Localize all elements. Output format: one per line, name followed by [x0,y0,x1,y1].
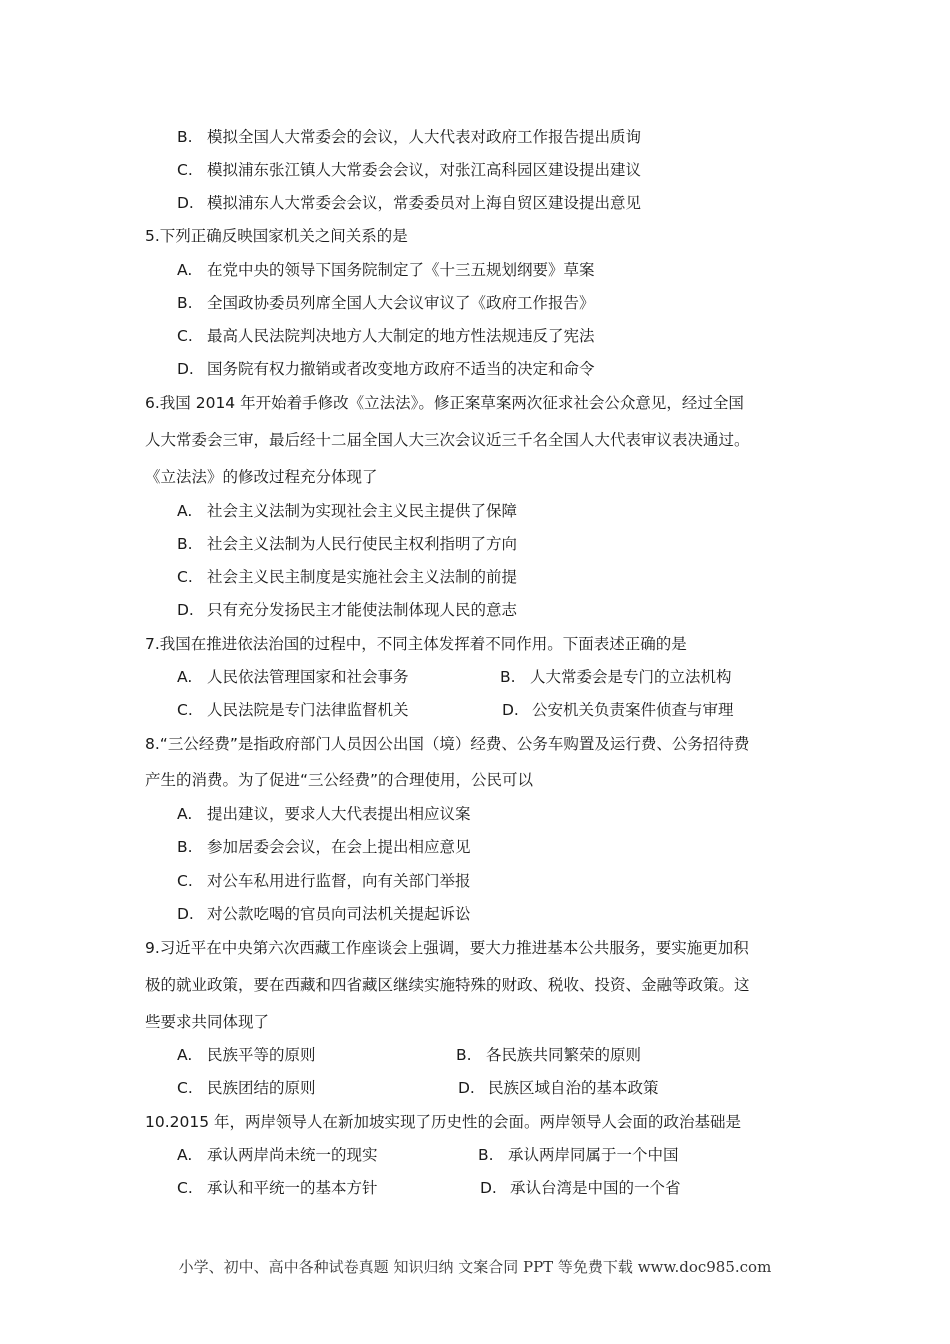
q5-option-a [177,260,595,280]
option-letter: C. [177,327,193,345]
q8-option-d [177,904,471,924]
option-letter: D. [177,905,194,923]
q7-stem: 7.我国在推进依法治国的过程中，不同主体发挥着不同作用。下面表述正确的是 [145,635,687,653]
option-letter: B. [478,1146,494,1164]
q6-option-d [177,600,517,620]
option-letter: B. [177,838,193,856]
q6-stem-line-2: 人大常委会三审，最后经十二届全国人大三次会议近三千名全国人大代表审议表决通过。 [145,431,750,449]
q10-option-b [478,1145,679,1165]
q6-option-a [177,501,517,521]
option-letter: A. [177,502,193,520]
option-text: 提出建议，要求人大代表提出相应议案 [207,805,471,823]
q9-option-a [177,1045,316,1065]
option-letter: B. [500,668,516,686]
q8-stem-line-1: 8.“三公经费”是指政府部门人员因公出国（境）经费、公务车购置及运行费、公务招待费 [145,735,750,753]
option-letter: D. [480,1179,497,1197]
q10-option-c [177,1178,378,1198]
option-letter: A. [177,805,193,823]
option-text: 社会主义法制为人民行使民主权利指明了方向 [207,535,518,553]
option-letter: B. [177,535,193,553]
q5-option-b [177,293,595,313]
option-letter: A. [177,1146,193,1164]
q10-option-a [177,1145,378,1165]
q9-option-c [177,1078,316,1098]
q8-option-a [177,804,471,824]
q9-stem-line-2: 极的就业政策，要在西藏和四省藏区继续实施特殊的财政、税收、投资、金融等政策。这 [145,976,750,994]
option-letter: D. [502,701,519,719]
q7-option-c [177,700,409,720]
option-text: 承认台湾是中国的一个省 [510,1179,681,1197]
q9-option-b [456,1045,641,1065]
option-letter: A. [177,261,193,279]
option-text: 对公款吃喝的官员向司法机关提起诉讼 [207,905,471,923]
option-text: 参加居委会会议，在会上提出相应意见 [207,838,471,856]
option-text: 模拟浦东张江镇人大常委会会议，对张江高科园区建设提出建议 [207,161,642,179]
option-letter: C. [177,161,193,179]
q5-stem: 5.下列正确反映国家机关之间关系的是 [145,227,408,245]
q4-option-d [177,193,641,213]
option-text: 民族区域自治的基本政策 [488,1079,659,1097]
option-text: 全国政协委员列席全国人大会议审议了《政府工作报告》 [207,294,595,312]
q8-stem-line-2: 产生的消费。为了促进“三公经费”的合理使用，公民可以 [145,771,534,789]
option-text: 民族团结的原则 [207,1079,316,1097]
option-text: 社会主义法制为实现社会主义民主提供了保障 [207,502,518,520]
option-text: 承认两岸尚未统一的现实 [207,1146,378,1164]
q7-option-d [502,700,734,720]
q10-stem: 10.2015 年，两岸领导人在新加坡实现了历史性的会面。两岸领导人会面的政治基础是 [145,1113,742,1131]
option-letter: B. [456,1046,472,1064]
q8-option-b [177,837,471,857]
option-text: 人民法院是专门法律监督机关 [207,701,409,719]
q9-option-d [458,1078,659,1098]
option-text: 在党中央的领导下国务院制定了《十三五规划纲要》草案 [207,261,595,279]
option-text: 模拟全国人大常委会的会议，人大代表对政府工作报告提出质询 [207,128,642,146]
q6-option-b [177,534,517,554]
option-letter: B. [177,294,193,312]
option-letter: C. [177,872,193,890]
option-letter: D. [177,601,194,619]
option-text: 人民依法管理国家和社会事务 [207,668,409,686]
q8-option-c [177,871,471,891]
option-letter: C. [177,568,193,586]
option-text: 最高人民法院判决地方人大制定的地方性法规违反了宪法 [207,327,595,345]
q7-option-b [500,667,732,687]
option-letter: A. [177,668,193,686]
option-text: 人大常委会是专门的立法机构 [530,668,732,686]
q6-stem-line-1: 6.我国 2014 年开始着手修改《立法法》。修正案草案两次征求社会公众意见，经过全国 [145,394,744,412]
q6-stem-line-3: 《立法法》的修改过程充分体现了 [145,468,378,486]
option-letter: D. [458,1079,475,1097]
option-letter: C. [177,1179,193,1197]
option-text: 只有充分发扬民主才能使法制体现人民的意志 [207,601,518,619]
option-text: 对公车私用进行监督，向有关部门举报 [207,872,471,890]
q10-option-d [480,1178,681,1198]
q4-option-b [177,127,641,147]
q5-option-c [177,326,595,346]
q9-stem-line-1: 9.习近平在中央第六次西藏工作座谈会上强调，要大力推进基本公共服务，要实施更加积 [145,939,749,957]
option-text: 国务院有权力撤销或者改变地方政府不适当的决定和命令 [207,360,595,378]
option-text: 社会主义民主制度是实施社会主义法制的前提 [207,568,518,586]
option-letter: C. [177,701,193,719]
option-text: 公安机关负责案件侦查与审理 [532,701,734,719]
q6-option-c [177,567,517,587]
q7-option-a [177,667,409,687]
option-text: 各民族共同繁荣的原则 [486,1046,642,1064]
page-footer: 小学、初中、高中各种试卷真题 知识归纳 文案合同 PPT 等免费下载 www.doc985.com [178,1258,772,1276]
option-letter: B. [177,128,193,146]
option-letter: D. [177,194,194,212]
q4-option-c [177,160,641,180]
option-text: 模拟浦东人大常委会会议，常委委员对上海自贸区建设提出意见 [207,194,642,212]
q9-stem-line-3: 些要求共同体现了 [145,1013,270,1031]
option-letter: A. [177,1046,193,1064]
option-letter: C. [177,1079,193,1097]
option-text: 承认和平统一的基本方针 [207,1179,378,1197]
option-text: 承认两岸同属于一个中国 [508,1146,679,1164]
q5-option-d [177,359,595,379]
option-text: 民族平等的原则 [207,1046,316,1064]
option-letter: D. [177,360,194,378]
